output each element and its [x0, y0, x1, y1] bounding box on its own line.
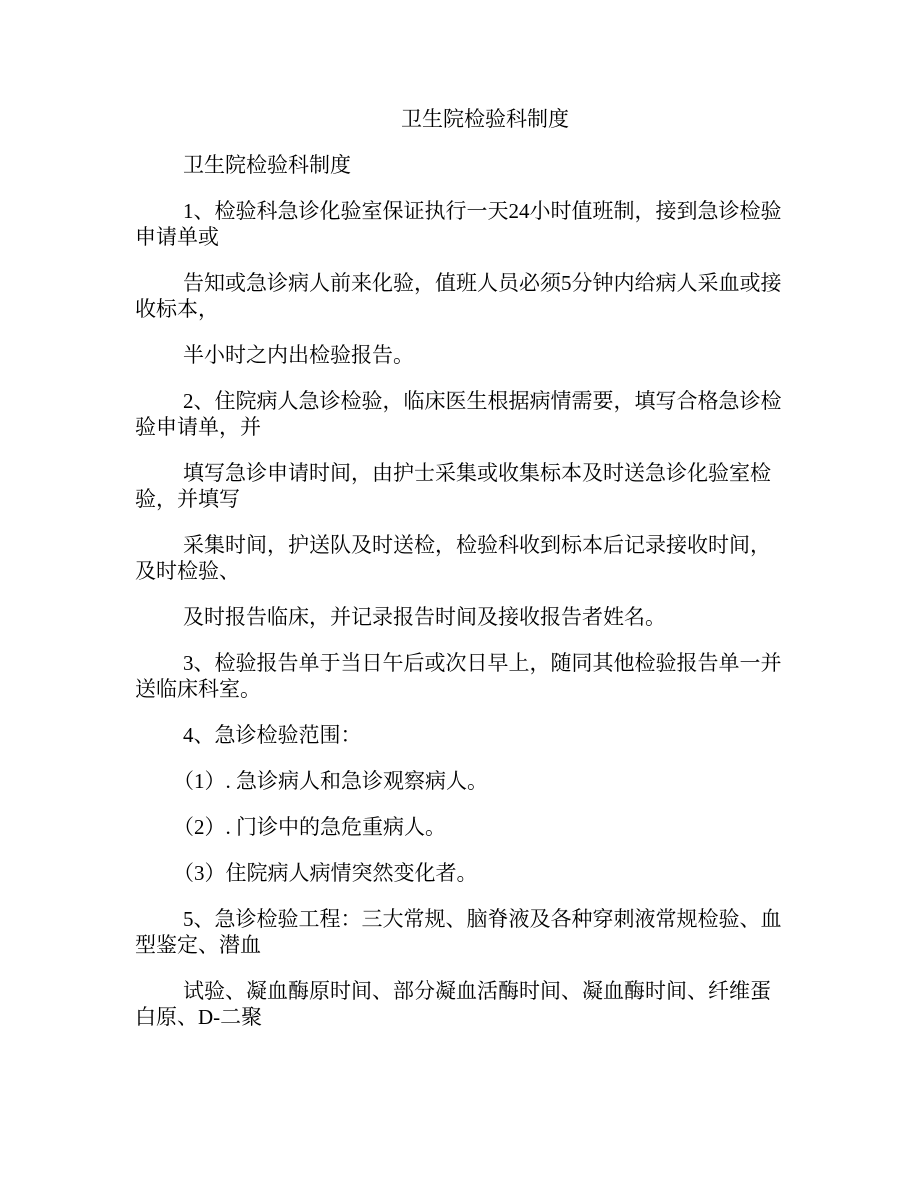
text-line: 3、检验报告单于当日午后或次日早上，随同其他检验报告单一并	[183, 651, 782, 675]
text-line: 验，并填写	[135, 487, 240, 511]
paragraph	[135, 388, 787, 440]
text-line: 白原、D-二聚	[135, 1005, 263, 1029]
text-line: 试验、凝血酶原时间、部分凝血活酶时间、凝血酶时间、纤维蛋	[183, 979, 771, 1003]
text-line: 申请单或	[135, 225, 219, 249]
text-line: （3）住院病人病情突然变化者。	[173, 861, 478, 885]
text-line: 5、急诊检验工程：三大常规、脑脊液及各种穿刺液常规检验、血	[183, 907, 782, 931]
text-line: （2）. 门诊中的急危重病人。	[173, 815, 446, 839]
paragraph	[135, 860, 787, 886]
text-line: 2、住院病人急诊检验，临床医生根据病情需要，填写合格急诊检	[183, 389, 782, 413]
paragraph	[135, 650, 787, 702]
paragraph	[135, 152, 787, 178]
paragraph	[135, 270, 787, 322]
text-line: 及时检验、	[135, 559, 240, 583]
document-title: 卫生院检验科制度	[401, 107, 569, 131]
paragraph	[135, 460, 787, 512]
text-line: 卫生院检验科制度	[183, 153, 351, 177]
paragraph	[135, 342, 787, 368]
document-body	[135, 152, 787, 1030]
paragraph	[135, 906, 787, 958]
paragraph	[135, 604, 787, 630]
text-line: 型鉴定、潜血	[135, 933, 261, 957]
paragraph	[135, 978, 787, 1030]
text-line: 告知或急诊病人前来化验，值班人员必须5分钟内给病人采血或接	[183, 271, 782, 295]
paragraph	[135, 814, 787, 840]
text-line: 半小时之内出检验报告。	[183, 343, 414, 367]
paragraph	[135, 768, 787, 794]
text-line: 及时报告临床，并记录报告时间及接收报告者姓名。	[183, 605, 666, 629]
text-line: 填写急诊申请时间，由护士采集或收集标本及时送急诊化验室检	[183, 461, 771, 485]
text-line: 验申请单，并	[135, 415, 261, 439]
text-line: 1、检验科急诊化验室保证执行一天24小时值班制，接到急诊检验	[183, 199, 782, 223]
text-line: 送临床科室。	[135, 677, 261, 701]
text-line: 4、急诊检验范围：	[183, 723, 362, 747]
text-line: 收标本，	[135, 297, 219, 321]
text-line: （1）. 急诊病人和急诊观察病人。	[173, 769, 488, 793]
text-line: 采集时间，护送队及时送检，检验科收到标本后记录接收时间，	[183, 533, 771, 557]
paragraph	[135, 532, 787, 584]
paragraph	[135, 198, 787, 250]
paragraph	[135, 722, 787, 748]
